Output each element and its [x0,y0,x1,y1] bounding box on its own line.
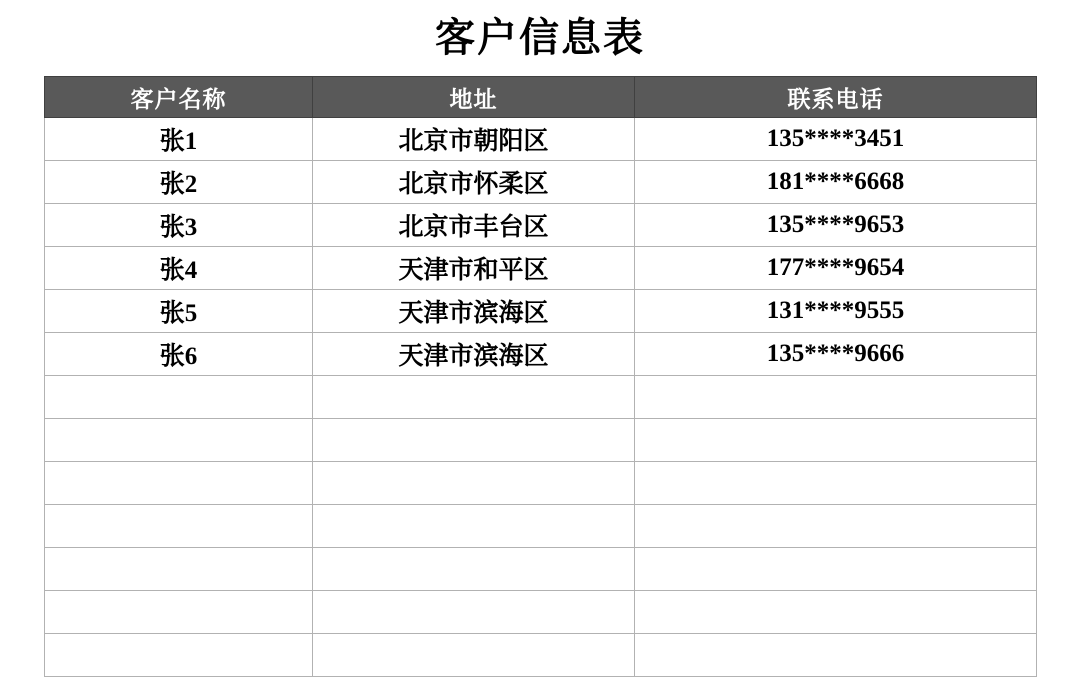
cell-phone [635,591,1037,634]
cell-phone [635,376,1037,419]
table-row-empty [45,548,1037,591]
cell-address [313,548,635,591]
table-row [45,290,1037,333]
cell-address: 北京市丰台区 [313,204,635,247]
column-header-address: 地址 [313,77,635,118]
cell-address: 北京市朝阳区 [313,118,635,161]
table-header [45,77,1037,118]
table-row-empty [45,505,1037,548]
cell-customer-name [45,634,313,677]
cell-phone [635,505,1037,548]
table-row [45,333,1037,376]
cell-phone: 177****9654 [635,247,1037,290]
cell-phone: 131****9555 [635,290,1037,333]
cell-phone: 135****3451 [635,118,1037,161]
table-row-empty [45,419,1037,462]
cell-address [313,419,635,462]
cell-customer-name: 张2 [45,161,313,204]
cell-customer-name: 张4 [45,247,313,290]
table-container [0,76,1080,677]
cell-customer-name [45,591,313,634]
cell-customer-name [45,462,313,505]
table-row-empty [45,462,1037,505]
table-row-empty [45,634,1037,677]
table-row-empty [45,591,1037,634]
cell-address: 北京市怀柔区 [313,161,635,204]
cell-phone: 135****9653 [635,204,1037,247]
cell-customer-name: 张5 [45,290,313,333]
cell-address [313,591,635,634]
table-row [45,204,1037,247]
table-row-empty [45,376,1037,419]
cell-phone [635,462,1037,505]
column-header-phone: 联系电话 [635,77,1037,118]
table-header-row [45,77,1037,118]
table-row [45,161,1037,204]
column-header-customer-name: 客户名称 [45,77,313,118]
cell-phone [635,634,1037,677]
cell-customer-name: 张3 [45,204,313,247]
cell-phone: 181****6668 [635,161,1037,204]
cell-phone [635,419,1037,462]
table-row [45,247,1037,290]
cell-address: 天津市滨海区 [313,333,635,376]
cell-customer-name [45,505,313,548]
cell-address: 天津市和平区 [313,247,635,290]
cell-address [313,634,635,677]
cell-customer-name [45,548,313,591]
cell-address [313,462,635,505]
cell-address: 天津市滨海区 [313,290,635,333]
customer-info-table [44,76,1037,677]
cell-address [313,376,635,419]
cell-customer-name [45,376,313,419]
cell-phone [635,548,1037,591]
table-body [45,118,1037,677]
cell-customer-name: 张6 [45,333,313,376]
cell-address [313,505,635,548]
cell-phone: 135****9666 [635,333,1037,376]
page-title: 客户信息表 [435,15,645,60]
cell-customer-name [45,419,313,462]
table-row [45,118,1037,161]
cell-customer-name: 张1 [45,118,313,161]
